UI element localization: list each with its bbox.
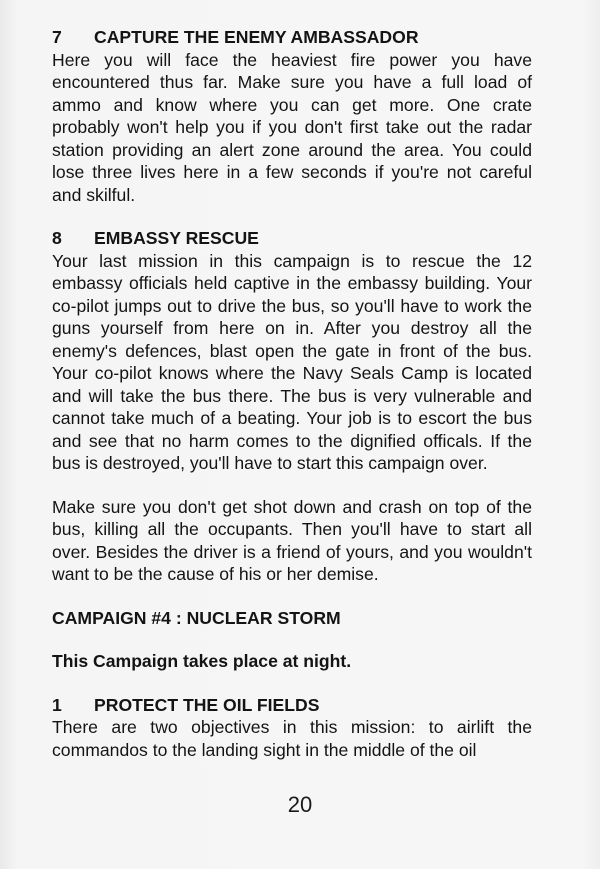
mission-7-title: CAPTURE THE ENEMY AMBASSADOR: [94, 27, 419, 47]
campaign-title: CAMPAIGN #4 : NUCLEAR STORM: [52, 607, 341, 628]
mission-8-heading: [52, 227, 532, 250]
campaign-mission-1-heading: [52, 694, 532, 717]
campaign-note: This Campaign takes place at night.: [52, 651, 352, 671]
mission-8-number: 8: [52, 228, 62, 248]
campaign-mission-1-number: 1: [52, 694, 62, 715]
mission-8-text-2: Make sure you don't get shot down and crash on top of the bus, killing all the occupants. Then you'll have to start all over. Besides the driver is a friend of yours, and you wouldn't want to be the cause of his or her demise.: [52, 496, 532, 584]
mission-8-text: Your last mission in this campaign is to rescue the 12 embassy officials held captive in the embassy building. Your co-pilot jumps out to drive the bus, so you'll have to work the guns yourself from here on in. After you destroy all the enemy's defences, blast open the gate in front of the bus. Your co-pilot knows where the Navy Seals Camp is located and will take the bus there. The bus is very vulnerable and cannot take much of a beating. Your job is to escort the bus and see that no harm comes to the dignified officals. If the bus is destroyed, you'll have to start this campaign over.: [52, 250, 532, 473]
page-number: 20: [287, 792, 313, 817]
campaign-mission-1-title: PROTECT THE OIL FIELDS: [94, 694, 320, 715]
mission-7-number: 7: [52, 27, 62, 47]
page-content: [52, 26, 532, 761]
campaign-mission-1-text: There are two objectives in this mission: to airlift the commandos to the landing sight in the middle of the oil: [52, 717, 532, 760]
mission-7-text: Here you will face the heaviest fire power you have encountered thus far. Make sure you have a full load of ammo and know where you can get more. One crate probably won't help you if you don't first take out the radar station providing an alert zone around the area. You could lose three lives here in a few seconds if you're not careful and skilful.: [52, 49, 532, 205]
mission-7-heading: [52, 26, 532, 49]
mission-8-title: EMBASSY RESCUE: [94, 228, 259, 248]
